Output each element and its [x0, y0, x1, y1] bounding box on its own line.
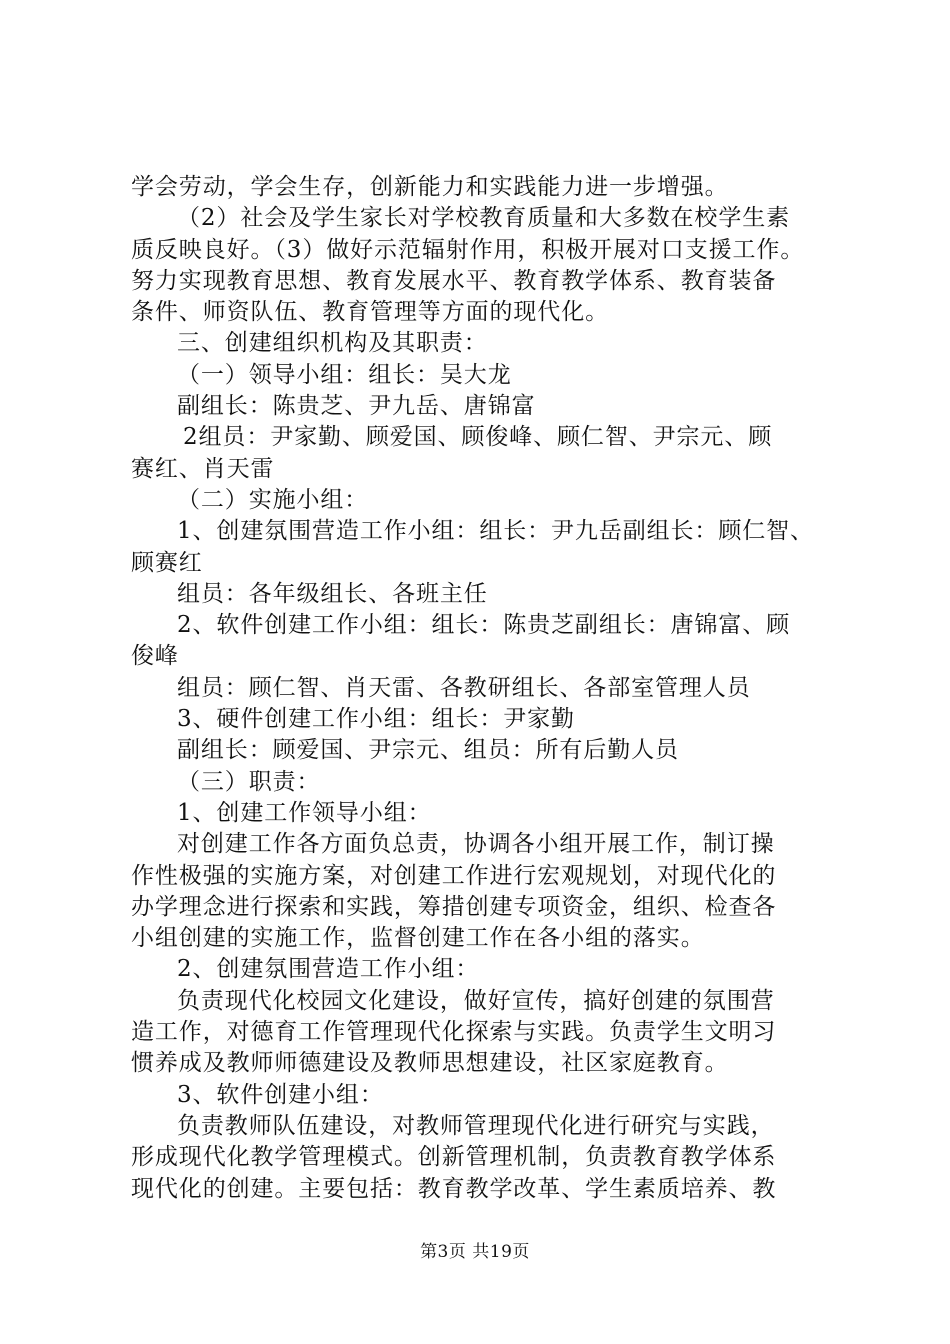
text-line: 条件、师资队伍、教育管理等方面的现代化。	[131, 299, 609, 326]
text-line: （二）实施小组：	[177, 486, 369, 513]
text-line: （一）领导小组：组长：吴大龙	[177, 361, 512, 388]
text-line: 顾赛红	[131, 549, 203, 576]
text-line: 3、硬件创建工作小组：组长：尹家勤	[177, 706, 575, 733]
text-line: （2）社会及学生家长对学校教育质量和大多数在校学生素	[177, 205, 791, 232]
text-line: 俊峰	[131, 643, 179, 670]
text-line: 现代化的创建。主要包括：教育教学改革、学生素质培养、教	[131, 1175, 777, 1202]
section-heading: 三、创建组织机构及其职责：	[177, 330, 488, 357]
page-number-label: 第3页 共19页	[420, 1242, 530, 1262]
text-line: 作性极强的实施方案，对创建工作进行宏观规划，对现代化的	[131, 862, 777, 889]
document-body	[131, 172, 831, 1205]
text-line: 赛红、肖天雷	[131, 455, 275, 482]
text-line: 1、创建氛围营造工作小组：组长：尹九岳副组长：顾仁智、	[177, 518, 814, 545]
text-line: 组员：各年级组长、各班主任	[177, 580, 488, 607]
text-line: 努力实现教育思想、教育发展水平、教育教学体系、教育装备	[131, 267, 777, 294]
text-line: 组员：顾仁智、肖天雷、各教研组长、各部室管理人员	[177, 674, 751, 701]
text-line: 负责现代化校园文化建设，做好宣传，搞好创建的氛围营	[177, 987, 775, 1014]
text-line: 对创建工作各方面负总责，协调各小组开展工作，制订操	[177, 831, 775, 858]
text-line: 负责教师队伍建设，对教师管理现代化进行研究与实践，	[177, 1112, 775, 1139]
text-line: 2、创建氛围营造工作小组：	[177, 956, 480, 983]
text-line: 3、软件创建小组：	[177, 1081, 384, 1108]
text-line: 副组长：陈贵芝、尹九岳、唐锦富	[177, 393, 536, 420]
text-line: 办学理念进行探索和实践，筹措创建专项资金，组织、检查各	[131, 893, 777, 920]
text-line: （三）职责：	[177, 768, 321, 795]
text-line: 惯养成及教师师德建设及教师思想建设，社区家庭教育。	[131, 1050, 729, 1077]
text-line: 形成现代化教学管理模式。创新管理机制，负责教育教学体系	[131, 1144, 777, 1171]
text-line: 1、创建工作领导小组：	[177, 799, 432, 826]
text-line: 小组创建的实施工作，监督创建工作在各小组的落实。	[131, 925, 705, 952]
text-line: 造工作，对德育工作管理现代化探索与实践。负责学生文明习	[131, 1019, 777, 1046]
text-line: 质反映良好。（3）做好示范辐射作用，积极开展对口支援工作。	[131, 236, 805, 263]
text-line: 副组长：顾爱国、尹宗元、组员：所有后勤人员	[177, 737, 679, 764]
text-line: 2组员：尹家勤、顾爱国、顾俊峰、顾仁智、尹宗元、顾	[183, 424, 773, 451]
text-line: 学会劳动，学会生存，创新能力和实践能力进一步增强。	[131, 174, 729, 200]
page-footer	[0, 1240, 950, 1264]
text-line: 2、软件创建工作小组：组长：陈贵芝副组长：唐锦富、顾	[177, 612, 791, 639]
